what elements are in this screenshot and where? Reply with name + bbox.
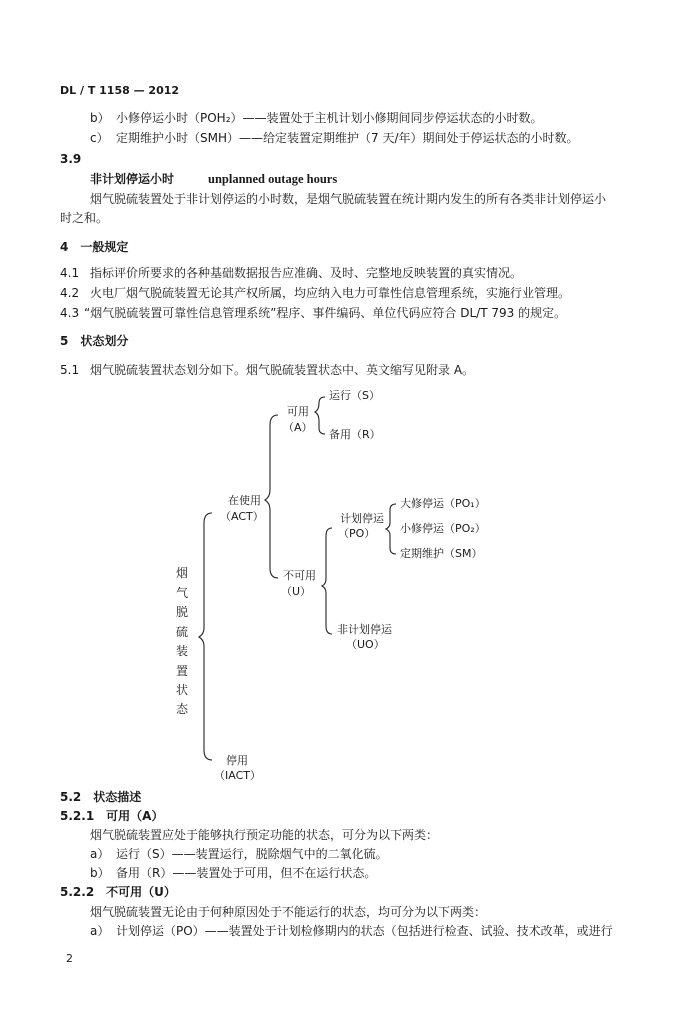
root-label-char: 烟 [176,566,189,580]
node-in-use-abbr: （ACT） [220,510,264,523]
node-scheduled-maintenance: 定期维护（SM） [400,547,483,560]
clause-number: 4.2 [60,286,80,300]
list-item-text: 小修停运小时（POH₂）——装置处于主机计划小修期间同步停运状态的小时数。 [116,111,543,125]
clause-number: 5.1 [60,363,80,377]
root-label-char: 装 [176,644,189,658]
subclause-heading: 5.2.1 可用（A） [60,809,164,823]
term-chinese: 非计划停运小时 [90,172,175,186]
node-standby: 备用（R） [329,428,381,441]
node-minor-overhaul: 小修停运（PO₂） [400,522,486,535]
subclause-heading: 5.2.2 不可用（U） [60,885,176,899]
term-english: unplanned outage hours [208,172,338,186]
list-marker: b） [90,111,110,125]
document-code: DL / T 1158 — 2012 [60,84,180,97]
clause-number: 4.3 [60,306,80,320]
node-available-abbr: （A） [283,421,313,434]
list-marker: b） [90,866,110,880]
planned-outage-brace [386,504,396,554]
root-brace [199,513,212,760]
clause-text: 火电厂烟气脱硫装置无论其产权所属，均应纳入电力可靠性信息管理系统，实施行业管理。 [90,286,571,300]
in-use-brace [265,415,278,578]
node-in-use: 在使用 [228,494,261,507]
node-planned-outage: 计划停运 [340,512,384,525]
term-definition-continued: 时之和。 [60,211,109,225]
list-item-text: 定期维护小时（SMH）——给定装置定期维护（7 天/年）期间处于停运状态的小时数。 [116,131,579,145]
root-label-char: 状 [176,683,189,697]
node-running: 运行（S） [329,389,380,402]
term-definition: 烟气脱硫装置处于非计划停运的小时数，是烟气脱硫装置在统计期内发生的所有各类非计划停运小 [90,192,607,206]
list-marker: c） [90,131,109,145]
root-label-char: 硫 [176,625,189,639]
node-unavailable: 不可用 [283,569,316,582]
clause-number: 4.1 [60,266,80,280]
node-unplanned-outage: 非计划停运 [337,623,392,636]
node-unavailable-abbr: （U） [281,585,312,598]
available-brace [315,397,325,434]
list-item-text: 计划停运（PO）——装置处于计划检修期内的状态（包括进行检查、试验、技术改革，或进行 [116,924,613,938]
subclause-intro: 烟气脱硫装置应处于能够执行预定功能的状态，可分为以下两类： [90,828,439,842]
list-item-text: 运行（S）——装置运行，脱除烟气中的二氧化硫。 [116,847,388,861]
list-item-text: 备用（R）——装置处于可用，但不在运行状态。 [116,866,377,880]
clause-text: 烟气脱硫装置状态划分如下。烟气脱硫装置状态中、英文缩写见附录 A。 [90,363,475,377]
page-number: 2 [66,952,73,965]
node-available: 可用 [287,405,309,418]
list-marker: a） [90,924,110,938]
unavailable-brace [322,528,332,634]
root-label-char: 脱 [176,605,189,619]
node-unplanned-outage-abbr: （UO） [346,638,385,651]
list-marker: a） [90,847,110,861]
section-heading: 4 一般规定 [60,240,129,254]
node-planned-outage-abbr: （PO） [338,527,376,540]
root-label-char: 置 [176,664,189,678]
section-heading: 5 状态划分 [60,334,129,348]
subclause-intro: 烟气脱硫装置无论由于何种原因处于不能运行的状态，均可分为以下两类： [90,905,487,919]
clause-text: “烟气脱硫装置可靠性信息管理系统”程序、事件编码、单位代码应符合 DL/T 793 的规定。 [84,306,567,320]
node-major-overhaul: 大修停运（PO₁） [400,497,486,510]
clause-text: 指标评价所要求的各种基础数据报告应准确、及时、完整地反映装置的真实情况。 [90,266,523,280]
root-label-char: 气 [176,586,189,600]
clause-heading: 5.2 状态描述 [60,790,142,804]
root-label-char: 态 [176,702,189,716]
node-inactive-abbr: （IACT） [214,769,261,782]
clause-number: 3.9 [60,152,82,166]
node-inactive: 停用 [226,754,248,767]
